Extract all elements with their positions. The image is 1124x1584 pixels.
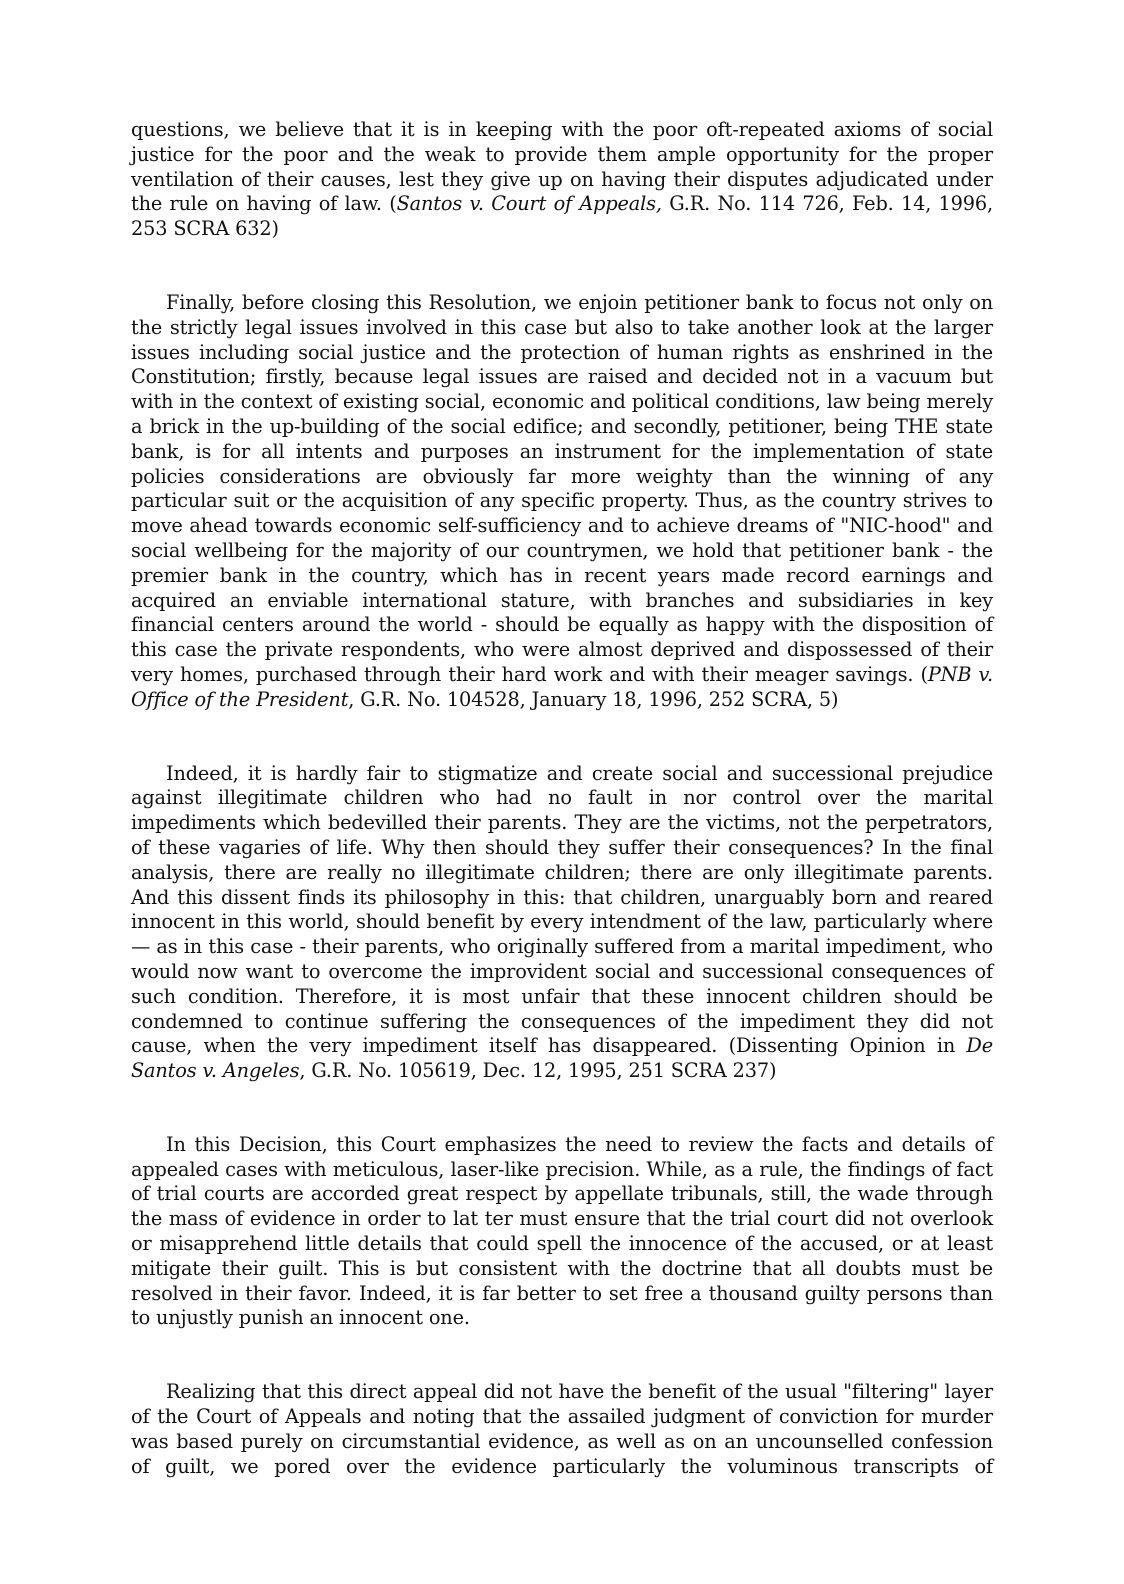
paragraph-appeal-quote <box>131 1380 993 1479</box>
paragraph-text: , G.R. No. 104528, January 18, 1996, 252 SCRA, 5) <box>348 687 839 711</box>
case-citation: De Santos v. Angeles <box>131 1034 993 1083</box>
paragraph-decision-quote <box>131 1133 993 1331</box>
paragraph-text: questions, we believe that it is in keeping with the poor oft-repeated axioms of social justice for the poor and the weak to provide them ample opportunity for the proper ventilation of their causes, lest they give up on having their disputes adjudicated under the rule on having of law. ( <box>131 118 993 216</box>
paragraph-text: In this Decision, this Court emphasizes the need to review the facts and details of appealed cases with meticulous, laser-like precision. While, as a rule, the findings of fact of trial courts are accorded great respect by appellate tribunals, still, the wade through the mass of evidence in order to lat ter must ensure that the trial court did not overlook or misapprehend little details that could spell the innocence of the accused, or at least mitigate their guilt. This is but consistent with the doctrine that all doubts must be resolved in their favor. Indeed, it is far better to set free a thousand guilty persons than to unjustly punish an innocent one. <box>131 1132 993 1330</box>
paragraph-dissent-quote <box>131 762 993 1084</box>
paragraph-text: Finally, before closing this Resolution, we enjoin petitioner bank to focus not only on the strictly legal issues involved in this case but also to take another look at the larger issues including social justice and the protection of human rights as enshrined in the Constitution; firstly, because legal issues are raised and decided not in a vacuum but with in the context of existing social, economic and political conditions, law being merely a brick in the up-building of the social edifice; and secondly, petitioner, being THE state bank, is for all intents and purposes an instrument for the implementation of state policies considerations are obviously far more weighty than the winning of any particular suit or the acquisition of any specific property. Thus, as the country strives to move ahead towards economic self-sufficiency and to achieve dreams of "NIC-hood" and social wellbeing for the majority of our countrymen, we hold that petitioner bank - the premier bank in the country, which has in recent years made record earnings and acquired an enviable international stature, with branches and subsidiaries in key financial centers around the world - should be equally as happy with the disposition of this case the private respondents, who were almost deprived and dispossessed of their very homes, purchased through their hard work and with their meager savings. ( <box>131 290 993 686</box>
paragraph-text: G.R. No. 114 726, Feb. 14, 1996, 253 SCRA 632) <box>131 192 993 241</box>
document-page <box>131 118 993 1479</box>
paragraph-text: Indeed, it is hardly fair to stigmatize and create social and successional prejudice against illegitimate children who had no fault in nor control over the marital impediments which bedevilled their parents. They are the victims, not the perpetrators, of these vagaries of life. Why then should they suffer their consequences? In the final analysis, there are really no illegitimate children; there are only illegitimate parents. And this dissent finds its philosophy in this: that children, unarguably born and reared innocent in this world, should benefit by every intendment of the law, particularly where — as in this case - their parents, who originally suffered from a marital impediment, who would now want to overcome the improvident social and successional consequences of such condition. Therefore, it is most unfair that these innocent children should be condemned to continue suffering the consequences of the impediment they did not cause, when the very impediment itself has disappeared. (Dissenting Opinion in <box>131 761 993 1058</box>
paragraph-text: , G.R. No. 105619, Dec. 12, 1995, 251 SCRA 237) <box>299 1059 777 1083</box>
paragraph-santos-quote <box>131 118 993 242</box>
case-citation: Santos v. Court of Appeals, <box>396 192 662 216</box>
paragraph-text: Realizing that this direct appeal did not have the benefit of the usual "filtering" layer of the Court of Appeals and noting that the assailed judgment of conviction for murder was based purely on circumstantial evidence, as well as on an uncounselled confession of guilt, we pored over the evidence particularly the voluminous transcripts of <box>131 1380 993 1478</box>
paragraph-pnb-quote <box>131 291 993 713</box>
case-citation: PNB v. Office of the President <box>131 662 993 711</box>
